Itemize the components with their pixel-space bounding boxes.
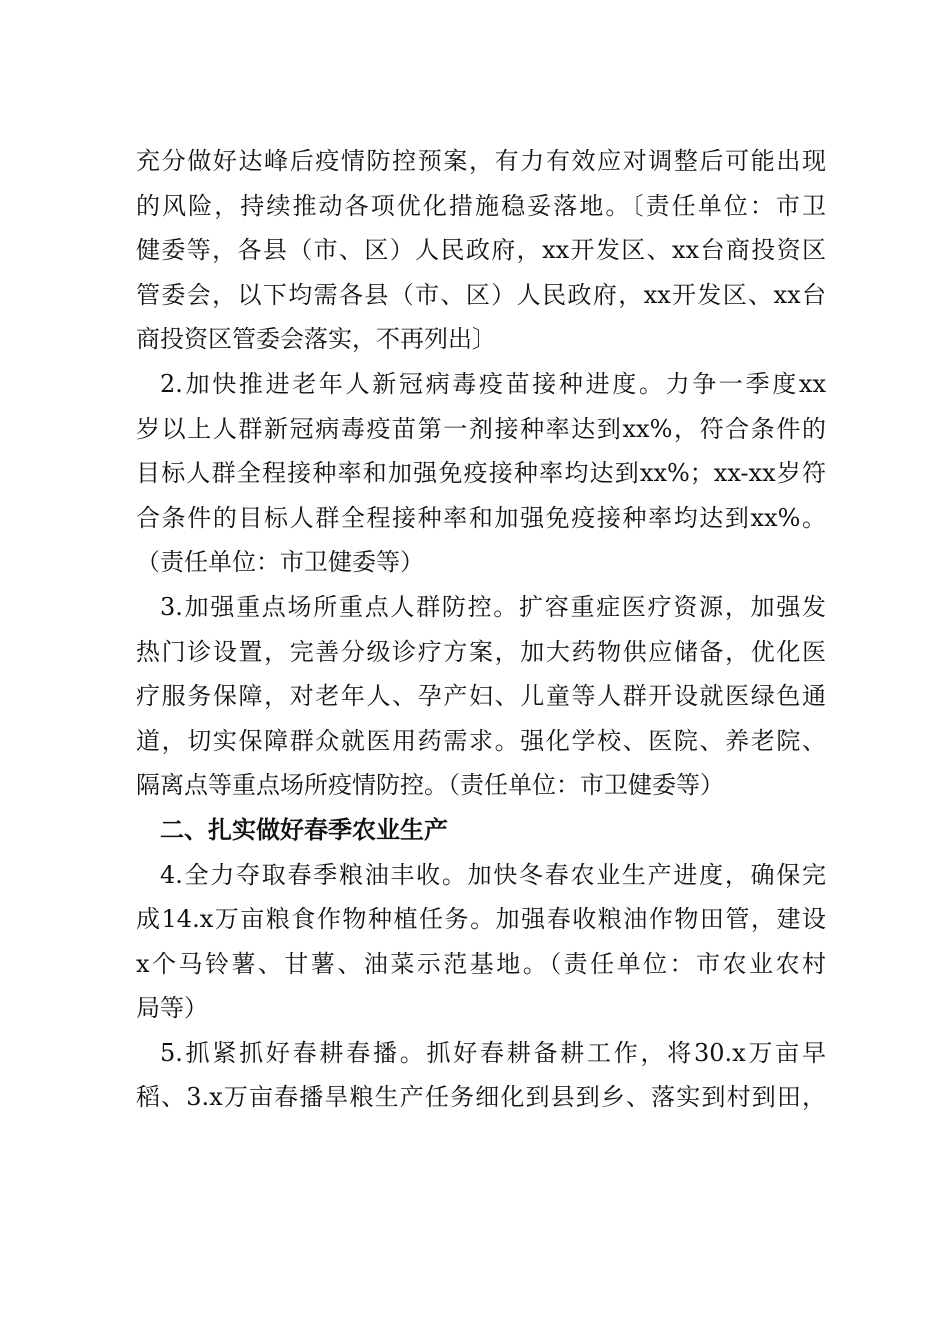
section-heading: 二、扎实做好春季农业生产 — [160, 815, 448, 844]
item-2-line: 岁以上人群新冠病毒疫苗第一剂接种率达到xx%，符合条件的 — [136, 414, 826, 443]
item-5-line: 稻、3.x万亩春播旱粮生产任务细化到县到乡、落实到村到田， — [136, 1083, 826, 1112]
item-3-line: 道，切实保障群众就医用药需求。强化学校、医院、养老院、 — [136, 726, 826, 755]
item-2-line: （责任单位：市卫健委等） — [136, 548, 424, 577]
paragraph-line: 的风险，持续推动各项优化措施稳妥落地。〔责任单位：市卫 — [136, 191, 826, 220]
item-3-line: 隔离点等重点场所疫情防控。（责任单位：市卫健委等） — [136, 771, 724, 800]
document-body — [136, 139, 826, 1120]
item-2-line: 2.加快推进老年人新冠病毒疫苗接种进度。力争一季度xx — [160, 369, 826, 398]
paragraph-line: 充分做好达峰后疫情防控预案，有力有效应对调整后可能出现 — [136, 147, 826, 175]
item-4-line: 局等） — [136, 994, 208, 1023]
paragraph-line: 健委等，各县（市、区）人民政府，xx开发区、xx台商投资区 — [136, 236, 826, 265]
item-4-line: 4.全力夺取春季粮油丰收。加快冬春农业生产进度，确保完 — [160, 860, 826, 889]
item-3-line: 热门诊设置，完善分级诊疗方案，加大药物供应储备，优化医 — [136, 637, 826, 666]
item-2-line: 合条件的目标人群全程接种率和加强免疫接种率均达到xx%。 — [136, 503, 826, 532]
item-3-line: 疗服务保障，对老年人、孕产妇、儿童等人群开设就医绿色通 — [136, 682, 826, 711]
item-2-line: 目标人群全程接种率和加强免疫接种率均达到xx%；xx-xx岁符 — [136, 459, 826, 488]
paragraph-line: 管委会，以下均需各县（市、区）人民政府，xx开发区、xx台 — [136, 280, 826, 309]
item-4-line: 成14.x万亩粮食作物种植任务。加强春收粮油作物田管，建设 — [136, 905, 826, 934]
item-5-line: 5.抓紧抓好春耕春播。抓好春耕备耕工作，将30.x万亩早 — [160, 1038, 826, 1067]
paragraph-line: 商投资区管委会落实，不再列出〕 — [136, 325, 496, 354]
item-4-line: x个马铃薯、甘薯、油菜示范基地。（责任单位：市农业农村 — [136, 949, 826, 978]
item-3-line: 3.加强重点场所重点人群防控。扩容重症医疗资源，加强发 — [160, 592, 826, 621]
